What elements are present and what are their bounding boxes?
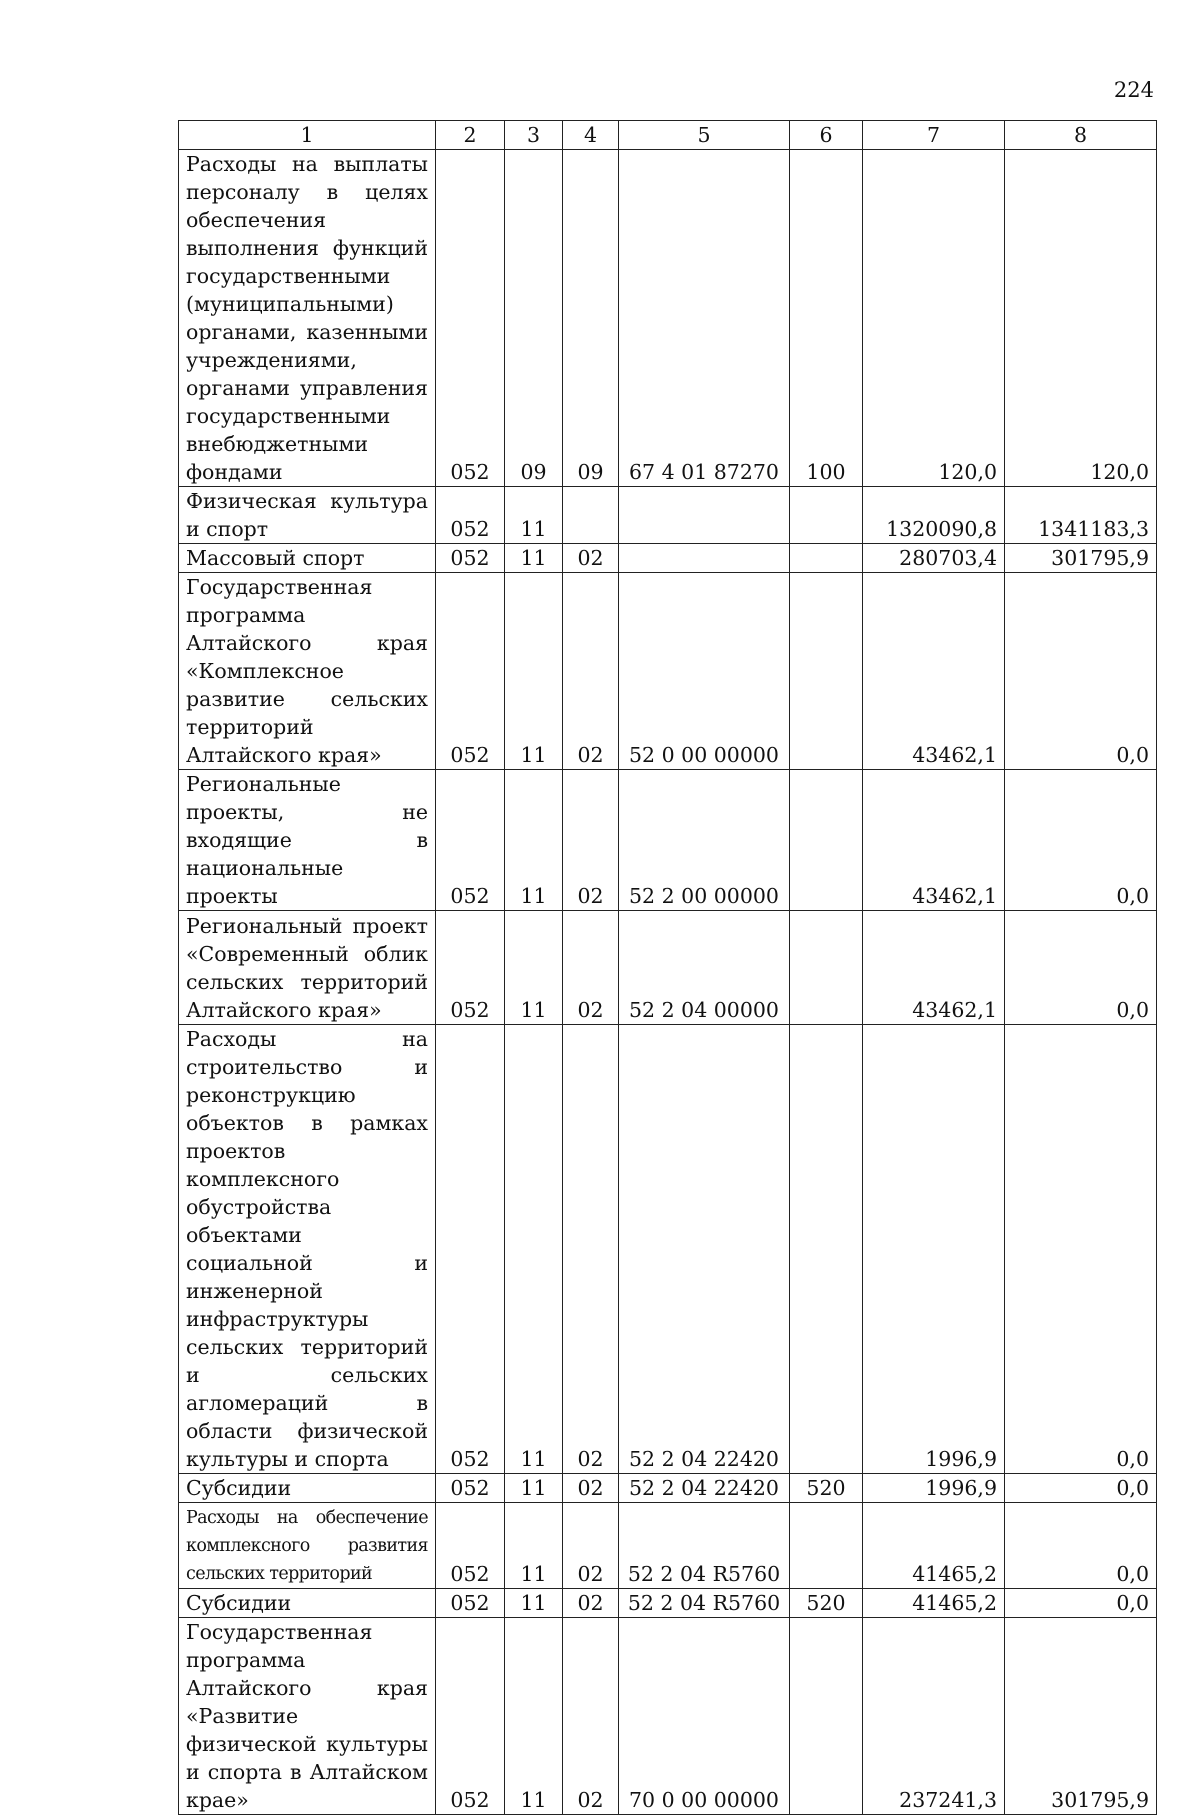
row-value-7: 1996,9 xyxy=(863,1474,1005,1503)
row-code-3: 11 xyxy=(505,573,563,770)
header-col-7: 7 xyxy=(863,121,1005,150)
row-code-3: 11 xyxy=(505,487,563,544)
row-code-3: 11 xyxy=(505,770,563,911)
header-row xyxy=(179,121,1157,150)
row-name: Государственная программа Алтайского края «Развитие физической культуры и спорта в Алтайском крае» xyxy=(179,1618,436,1815)
row-name: Массовый спорт xyxy=(179,544,436,573)
table-row xyxy=(179,770,1157,911)
row-code-4: 02 xyxy=(563,544,619,573)
row-value-8: 1341183,3 xyxy=(1005,487,1157,544)
row-code-3: 11 xyxy=(505,1618,563,1815)
row-code-2: 052 xyxy=(436,770,505,911)
row-code-5: 52 2 04 22420 xyxy=(619,1474,790,1503)
table-row xyxy=(179,544,1157,573)
row-value-8: 0,0 xyxy=(1005,1589,1157,1618)
row-value-8: 301795,9 xyxy=(1005,544,1157,573)
row-code-2: 052 xyxy=(436,1589,505,1618)
row-code-4: 02 xyxy=(563,1589,619,1618)
row-name: Государственная программа Алтайского края «Комплексное развитие сельских территорий Алтайского края» xyxy=(179,573,436,770)
row-code-3: 11 xyxy=(505,1503,563,1589)
row-code-4: 02 xyxy=(563,1618,619,1815)
table-row xyxy=(179,1503,1157,1589)
row-value-8: 0,0 xyxy=(1005,573,1157,770)
row-name: Физическая культура и спорт xyxy=(179,487,436,544)
row-code-2: 052 xyxy=(436,911,505,1025)
row-value-8: 0,0 xyxy=(1005,1025,1157,1474)
row-name: Субсидии xyxy=(179,1589,436,1618)
row-name: Расходы на выплаты персоналу в целях обеспечения выполнения функций государственными (муниципальными) органами, казенными учреждениями, органами управления государственными внебюджетными фондами xyxy=(179,150,436,487)
row-code-3: 11 xyxy=(505,911,563,1025)
row-code-4: 02 xyxy=(563,911,619,1025)
header-col-8: 8 xyxy=(1005,121,1157,150)
row-code-6 xyxy=(790,911,863,1025)
row-value-7: 1320090,8 xyxy=(863,487,1005,544)
row-code-6 xyxy=(790,770,863,911)
row-value-7: 280703,4 xyxy=(863,544,1005,573)
row-value-7: 237241,3 xyxy=(863,1618,1005,1815)
row-code-3: 09 xyxy=(505,150,563,487)
row-code-4: 02 xyxy=(563,770,619,911)
header-col-5: 5 xyxy=(619,121,790,150)
header-col-1: 1 xyxy=(179,121,436,150)
row-name: Субсидии xyxy=(179,1474,436,1503)
table-row xyxy=(179,911,1157,1025)
row-code-5 xyxy=(619,487,790,544)
row-value-8: 301795,9 xyxy=(1005,1618,1157,1815)
row-code-5: 52 2 04 22420 xyxy=(619,1025,790,1474)
row-value-7: 41465,2 xyxy=(863,1503,1005,1589)
table-row xyxy=(179,1589,1157,1618)
row-code-2: 052 xyxy=(436,1025,505,1474)
row-code-6 xyxy=(790,487,863,544)
row-value-8: 0,0 xyxy=(1005,1474,1157,1503)
row-code-4: 09 xyxy=(563,150,619,487)
row-code-5: 52 2 04 00000 xyxy=(619,911,790,1025)
row-code-2: 052 xyxy=(436,150,505,487)
row-code-4: 02 xyxy=(563,1474,619,1503)
row-code-6: 520 xyxy=(790,1474,863,1503)
row-code-3: 11 xyxy=(505,1589,563,1618)
row-code-6 xyxy=(790,1618,863,1815)
row-code-5: 67 4 01 87270 xyxy=(619,150,790,487)
row-value-7: 43462,1 xyxy=(863,770,1005,911)
row-name: Расходы на строительство и реконструкцию объектов в рамках проектов комплексного обустройства объектами социальной и инженерной инфраструктуры сельских территорий и сельских агломераций в области физической культуры и спорта xyxy=(179,1025,436,1474)
row-code-2: 052 xyxy=(436,544,505,573)
row-code-5: 70 0 00 00000 xyxy=(619,1618,790,1815)
row-code-2: 052 xyxy=(436,1618,505,1815)
table-row xyxy=(179,487,1157,544)
header-col-4: 4 xyxy=(563,121,619,150)
row-code-3: 11 xyxy=(505,1025,563,1474)
row-code-2: 052 xyxy=(436,487,505,544)
row-code-5: 52 2 04 R5760 xyxy=(619,1589,790,1618)
row-code-3: 11 xyxy=(505,1474,563,1503)
row-code-5 xyxy=(619,544,790,573)
row-value-7: 120,0 xyxy=(863,150,1005,487)
row-code-6 xyxy=(790,544,863,573)
header-col-2: 2 xyxy=(436,121,505,150)
row-value-7: 43462,1 xyxy=(863,911,1005,1025)
table-row xyxy=(179,1474,1157,1503)
row-name: Расходы на обеспечение комплексного развития сельских территорий xyxy=(179,1503,436,1589)
row-code-6 xyxy=(790,573,863,770)
row-code-6 xyxy=(790,1503,863,1589)
row-code-5: 52 2 00 00000 xyxy=(619,770,790,911)
row-value-8: 0,0 xyxy=(1005,911,1157,1025)
row-code-6: 520 xyxy=(790,1589,863,1618)
row-value-7: 43462,1 xyxy=(863,573,1005,770)
row-code-4: 02 xyxy=(563,1503,619,1589)
row-value-7: 1996,9 xyxy=(863,1025,1005,1474)
table-row xyxy=(179,1618,1157,1815)
row-code-2: 052 xyxy=(436,573,505,770)
row-value-7: 41465,2 xyxy=(863,1589,1005,1618)
header-col-3: 3 xyxy=(505,121,563,150)
header-col-6: 6 xyxy=(790,121,863,150)
row-name: Региональные проекты, не входящие в национальные проекты xyxy=(179,770,436,911)
row-code-4: 02 xyxy=(563,1025,619,1474)
table-row xyxy=(179,1025,1157,1474)
row-code-4 xyxy=(563,487,619,544)
budget-table xyxy=(178,120,1157,1815)
table-row xyxy=(179,150,1157,487)
row-code-4: 02 xyxy=(563,573,619,770)
row-code-2: 052 xyxy=(436,1474,505,1503)
row-code-2: 052 xyxy=(436,1503,505,1589)
row-code-6: 100 xyxy=(790,150,863,487)
row-name: Региональный проект «Современный облик сельских территорий Алтайского края» xyxy=(179,911,436,1025)
row-code-5: 52 2 04 R5760 xyxy=(619,1503,790,1589)
row-code-5: 52 0 00 00000 xyxy=(619,573,790,770)
row-code-3: 11 xyxy=(505,544,563,573)
row-code-6 xyxy=(790,1025,863,1474)
row-value-8: 120,0 xyxy=(1005,150,1157,487)
page-number: 224 xyxy=(1113,78,1154,102)
table-row xyxy=(179,573,1157,770)
row-value-8: 0,0 xyxy=(1005,770,1157,911)
row-value-8: 0,0 xyxy=(1005,1503,1157,1589)
